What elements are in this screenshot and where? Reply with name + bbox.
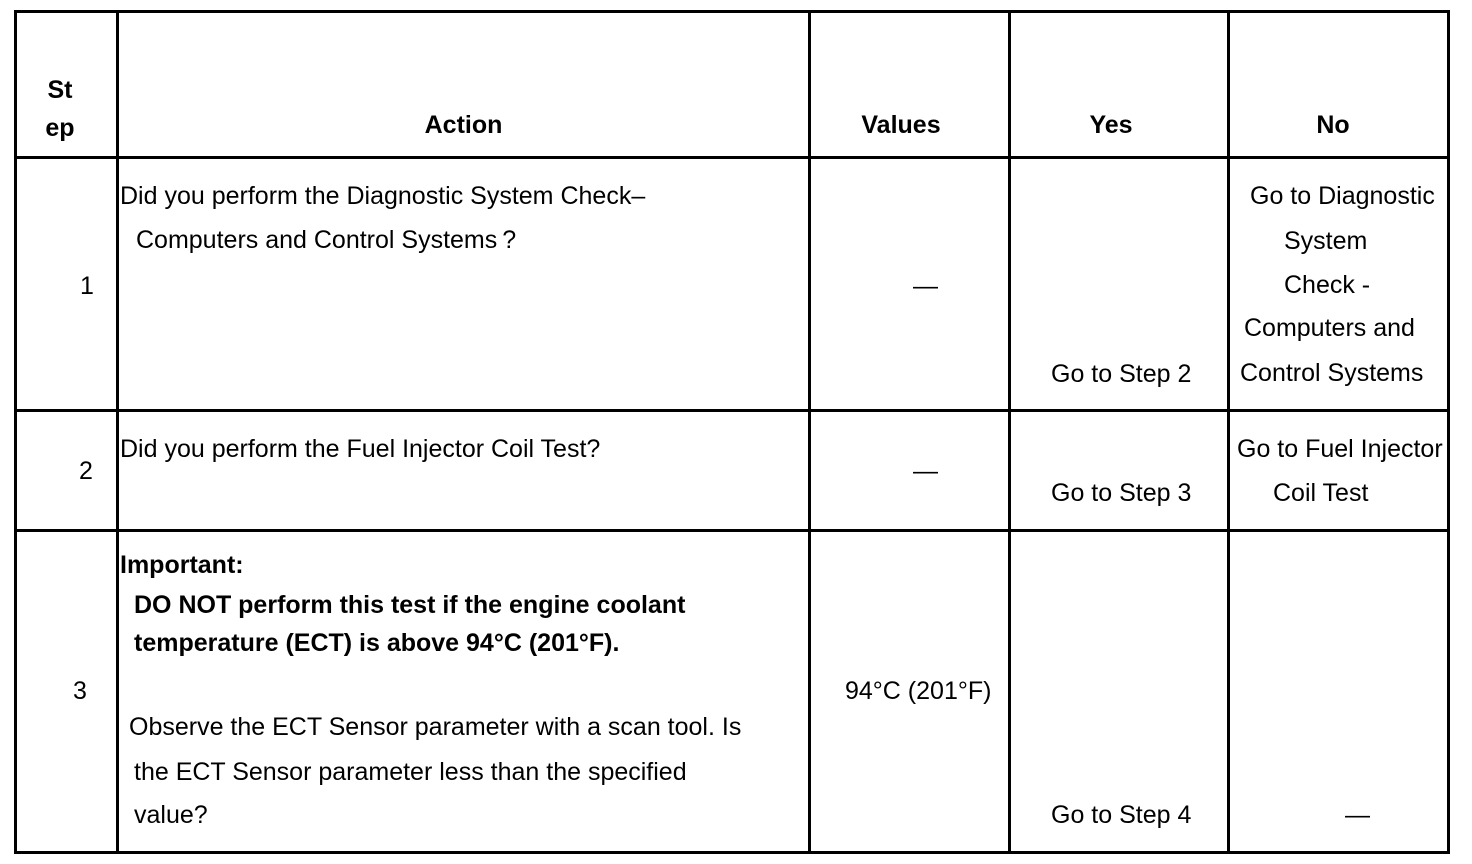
row-1-action-line: Computers and Control Systems ? bbox=[136, 226, 517, 254]
row-1-yes: Go to Step 2 bbox=[1051, 360, 1192, 388]
header-step: St ep bbox=[45, 76, 75, 142]
row-1-no-line: Control Systems bbox=[1240, 359, 1424, 387]
row-1-action-line: Did you perform the Diagnostic System Check– bbox=[120, 182, 646, 210]
table-border-left bbox=[14, 10, 17, 854]
row-3-important-line: temperature (ECT) is above 94°C (201°F). bbox=[134, 629, 620, 657]
row-3-step: 3 bbox=[73, 677, 87, 705]
row-2-action-line: Did you perform the Fuel Injector Coil Test? bbox=[120, 435, 601, 463]
row-3-important-line: DO NOT perform this test if the engine coolant bbox=[134, 591, 686, 619]
row-1-no-line: Go to Diagnostic bbox=[1250, 182, 1435, 210]
header-action: Action bbox=[424, 111, 503, 139]
row-1-no-line: Computers and bbox=[1244, 314, 1415, 342]
row-3-action-line: the ECT Sensor parameter less than the specified bbox=[134, 758, 687, 786]
row-1-no-line: System bbox=[1284, 227, 1368, 255]
row-2-yes: Go to Step 3 bbox=[1051, 479, 1192, 507]
row-2-step: 2 bbox=[79, 457, 93, 485]
header-yes: Yes bbox=[1089, 111, 1133, 139]
row-2-value: — bbox=[913, 457, 938, 485]
row-3-action-line: value? bbox=[134, 801, 208, 829]
row-3-value: 94°C (201°F) bbox=[845, 677, 992, 705]
header-values: Values bbox=[861, 111, 941, 139]
table-border-right bbox=[1447, 10, 1450, 854]
row-1-step: 1 bbox=[80, 272, 94, 300]
row-3-yes: Go to Step 4 bbox=[1051, 801, 1192, 829]
row-3-important-label: Important: bbox=[120, 551, 244, 579]
row-1-no-line: Check - bbox=[1284, 271, 1371, 299]
row-3-action-line: Observe the ECT Sensor parameter with a scan tool. Is bbox=[129, 713, 742, 741]
row-2-no-line: Go to Fuel Injector bbox=[1237, 435, 1443, 463]
header-no: No bbox=[1316, 111, 1350, 139]
row-2-no-line: Coil Test bbox=[1273, 479, 1369, 507]
row-1-value: — bbox=[913, 272, 938, 300]
row-3-no-value: — bbox=[1345, 801, 1370, 829]
